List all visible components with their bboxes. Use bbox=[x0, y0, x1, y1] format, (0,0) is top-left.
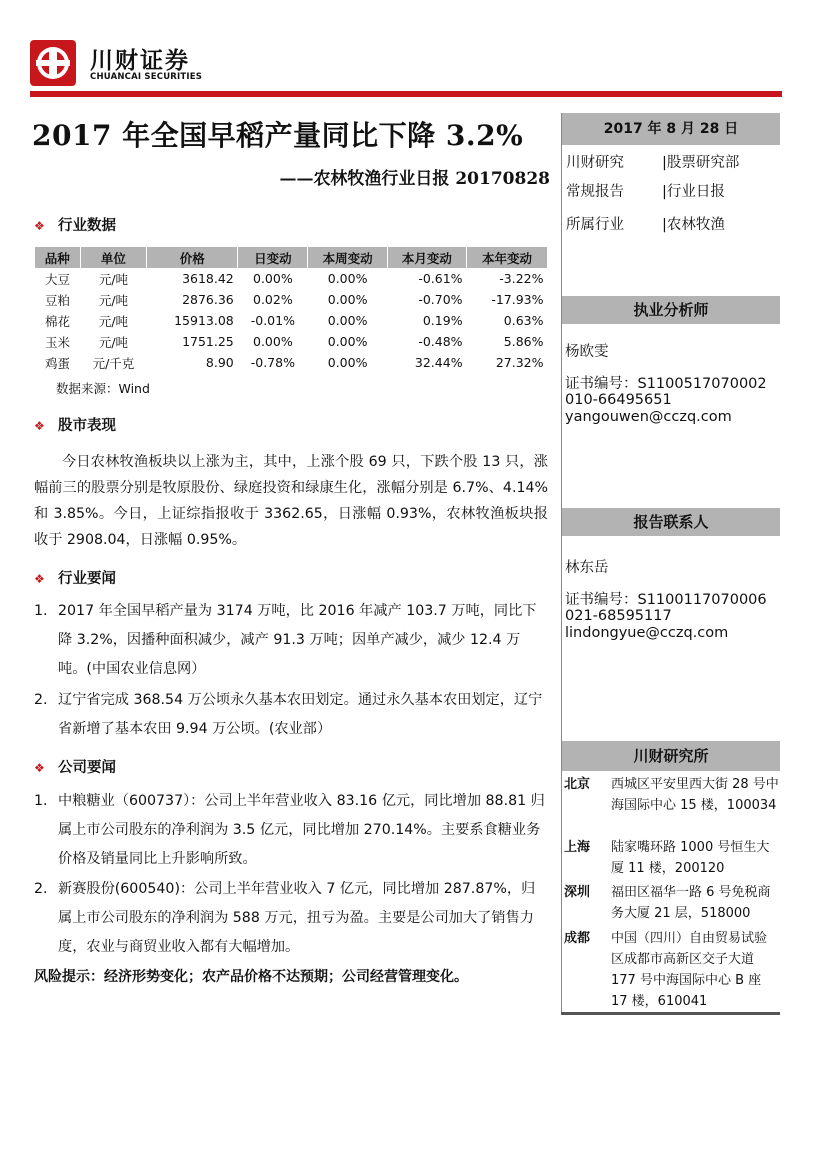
table-row bbox=[35, 352, 548, 373]
analyst-cert: 证书编号：S1100517070002 bbox=[565, 376, 767, 392]
brand-name-en: CHUANCAI SECURITIES bbox=[90, 72, 203, 82]
item-text: 2017 年全国早稻产量为 3174 万吨，比 2016 年减产 103.7 万吨，同比下降 3.2%，因播种面积减少，减产 91.3 万吨；因单产减少，减少 12.4 万吨。(中国农业信息网） bbox=[58, 603, 537, 677]
table-row bbox=[35, 289, 548, 310]
column-header: 价格 bbox=[147, 247, 238, 268]
contact-email: lindongyue@cczq.com bbox=[565, 625, 729, 641]
section-industry-news bbox=[34, 567, 116, 588]
table-cell: -0.48% bbox=[418, 334, 463, 349]
meta-key: 川财研究 bbox=[566, 155, 624, 171]
office-address: 福田区福华一路 6 号免税商务大厦 21 层，518000 bbox=[611, 885, 771, 921]
diamond-bullet-icon: ❖ bbox=[34, 419, 45, 433]
table-cell: 32.44% bbox=[414, 355, 463, 370]
meta-value: |股票研究部 bbox=[662, 155, 740, 171]
table-cell: 元/吨 bbox=[98, 271, 129, 287]
table-cell: 元/吨 bbox=[98, 313, 129, 329]
office-address: 西城区平安里西大街 28 号中海国际中心 15 楼，100034 bbox=[611, 777, 779, 813]
table-cell: -0.78% bbox=[250, 355, 295, 370]
meta-key: 常规报告 bbox=[566, 184, 624, 200]
institute-heading: 川财研究所 bbox=[562, 741, 780, 771]
table-cell: -3.22% bbox=[499, 271, 544, 286]
table-cell: -0.61% bbox=[418, 271, 463, 286]
report-date: 2017 年 8 月 28 日 bbox=[562, 113, 780, 145]
brand-name-cn: 川财证券 bbox=[90, 48, 190, 74]
analyst-heading: 执业分析师 bbox=[562, 296, 780, 324]
contact-cert: 证书编号：S1100117070006 bbox=[565, 592, 767, 608]
meta-value: |行业日报 bbox=[662, 184, 725, 200]
column-header: 日变动 bbox=[238, 247, 308, 268]
table-row bbox=[35, 310, 548, 331]
table-cell: 棉花 bbox=[45, 313, 71, 329]
contact-heading: 报告联系人 bbox=[562, 508, 780, 536]
data-source: 数据来源：Wind bbox=[56, 381, 150, 396]
table-cell: 0.00% bbox=[253, 334, 293, 349]
list-item bbox=[34, 875, 548, 962]
analyst-email: yangouwen@cczq.com bbox=[565, 409, 732, 425]
table-cell: 0.00% bbox=[327, 313, 368, 328]
section-company-news bbox=[34, 756, 116, 777]
table-cell: 元/吨 bbox=[98, 334, 129, 350]
item-text: 辽宁省完成 368.54 万公顷永久基本农田划定。通过永久基本农田划定，辽宁省新增了基本农田 9.94 万公顷。(农业部） bbox=[58, 692, 543, 737]
sidebar-bottom-rule bbox=[561, 1012, 780, 1015]
market-paragraph: 今日农林牧渔板块以上涨为主，其中，上涨个股 69 只，下跌个股 13 只，涨幅前三的股票分别是牧原股份、绿庭投资和绿康生化，涨幅分别是 6.7%、4.14%和 3.85%。今日，上证综指报收于 3362.65，日涨幅 0.93%，农林牧渔板块报收于 2908.04，日涨幅 0.95%。 bbox=[34, 454, 548, 548]
section-market bbox=[34, 414, 116, 435]
table-cell: 元/吨 bbox=[98, 292, 129, 308]
table-cell: 0.19% bbox=[422, 313, 463, 328]
item-number: 2. bbox=[34, 881, 48, 897]
diamond-bullet-icon: ❖ bbox=[34, 761, 45, 775]
contact-phone: 021-68595117 bbox=[565, 608, 672, 624]
office-city: 上海 bbox=[564, 840, 591, 855]
table-row bbox=[35, 331, 548, 352]
contact-name: 林东岳 bbox=[565, 560, 609, 576]
column-header: 本年变动 bbox=[467, 247, 548, 268]
diamond-bullet-icon: ❖ bbox=[34, 219, 45, 233]
table-cell: 0.00% bbox=[327, 355, 368, 370]
list-item bbox=[34, 686, 548, 744]
table-cell: 豆粕 bbox=[45, 292, 71, 308]
table-cell: 鸡蛋 bbox=[45, 355, 71, 371]
office-city: 深圳 bbox=[564, 885, 591, 900]
table-cell: 玉米 bbox=[45, 334, 71, 350]
meta-row-type bbox=[566, 180, 725, 201]
analyst-phone: 010-66495651 bbox=[565, 392, 672, 408]
report-subtitle: ——农林牧渔行业日报 20170828 bbox=[279, 169, 550, 189]
table-cell: 2876.36 bbox=[182, 292, 234, 307]
column-header: 本周变动 bbox=[308, 247, 387, 268]
report-title: 2017 年全国早稻产量同比下降 3.2% bbox=[32, 119, 524, 152]
column-header: 品种 bbox=[35, 247, 80, 268]
office-city: 北京 bbox=[564, 777, 591, 792]
list-item bbox=[34, 787, 548, 874]
analyst-name: 杨欧雯 bbox=[565, 344, 609, 360]
sidebar bbox=[561, 113, 780, 1013]
table-cell: -17.93% bbox=[491, 292, 544, 307]
table-cell: 0.00% bbox=[327, 334, 368, 349]
table-cell: 0.02% bbox=[253, 292, 293, 307]
office-address: 陆家嘴环路 1000 号恒生大厦 11 楼，200120 bbox=[611, 840, 770, 876]
meta-row-industry bbox=[566, 213, 725, 234]
table-cell: -0.01% bbox=[250, 313, 295, 328]
price-table bbox=[35, 247, 548, 373]
office-city: 成都 bbox=[564, 931, 591, 946]
section-title: 公司要闻 bbox=[58, 760, 116, 776]
section-title: 行业要闻 bbox=[58, 571, 116, 587]
company-logo bbox=[30, 40, 76, 86]
table-cell: 3618.42 bbox=[182, 271, 234, 286]
meta-value: |农林牧渔 bbox=[662, 217, 725, 233]
table-cell: 5.86% bbox=[503, 334, 544, 349]
table-cell: 大豆 bbox=[45, 271, 71, 287]
section-title: 行业数据 bbox=[58, 218, 116, 234]
office-chengdu bbox=[564, 928, 778, 1012]
table-cell: 0.63% bbox=[503, 313, 544, 328]
office-shanghai bbox=[564, 837, 778, 879]
header-divider bbox=[30, 91, 782, 97]
table-cell: 27.32% bbox=[495, 355, 544, 370]
office-beijing bbox=[564, 774, 778, 836]
office-address: 中国（四川）自由贸易试验区成都市高新区交子大道 177 号中海国际中心 B 座 17 楼，610041 bbox=[611, 931, 768, 1009]
section-industry-data bbox=[34, 214, 116, 235]
office-shenzhen bbox=[564, 882, 778, 924]
table-cell: 元/千克 bbox=[92, 355, 135, 371]
item-text: 新赛股份(600540)：公司上半年营业收入 7 亿元，同比增加 287.87%，归属上市公司股东的净利润为 588 万元，扭亏为盈。主要是公司加大了销售力度，农业与商贸业收入都有大幅增加。 bbox=[58, 881, 536, 955]
table-cell: 8.90 bbox=[205, 355, 234, 370]
column-header: 单位 bbox=[80, 247, 147, 268]
table-row bbox=[35, 268, 548, 289]
diamond-bullet-icon: ❖ bbox=[34, 572, 45, 586]
table-cell: 15913.08 bbox=[174, 313, 234, 328]
item-text: 中粮糖业（600737）：公司上半年营业收入 83.16 亿元，同比增加 88.81 归属上市公司股东的净利润为 3.5 亿元，同比增加 270.14%。主要系食糖业务价格及销量同比上升影响所致。 bbox=[58, 793, 545, 867]
table-cell: 0.00% bbox=[253, 271, 293, 286]
table-cell: 0.00% bbox=[327, 271, 368, 286]
table-cell: -0.70% bbox=[418, 292, 463, 307]
table-header-row bbox=[35, 247, 548, 268]
meta-key: 所属行业 bbox=[566, 217, 624, 233]
item-number: 1. bbox=[34, 603, 48, 619]
table-cell: 0.00% bbox=[327, 292, 368, 307]
item-number: 1. bbox=[34, 793, 48, 809]
list-item bbox=[34, 597, 548, 684]
table-cell: 1751.25 bbox=[182, 334, 234, 349]
item-number: 2. bbox=[34, 692, 48, 708]
section-title: 股市表现 bbox=[58, 418, 116, 434]
risk-warning: 风险提示：经济形势变化；农产品价格不达预期；公司经营管理变化。 bbox=[34, 969, 468, 985]
meta-row-research bbox=[566, 151, 739, 172]
column-header: 本月变动 bbox=[387, 247, 466, 268]
